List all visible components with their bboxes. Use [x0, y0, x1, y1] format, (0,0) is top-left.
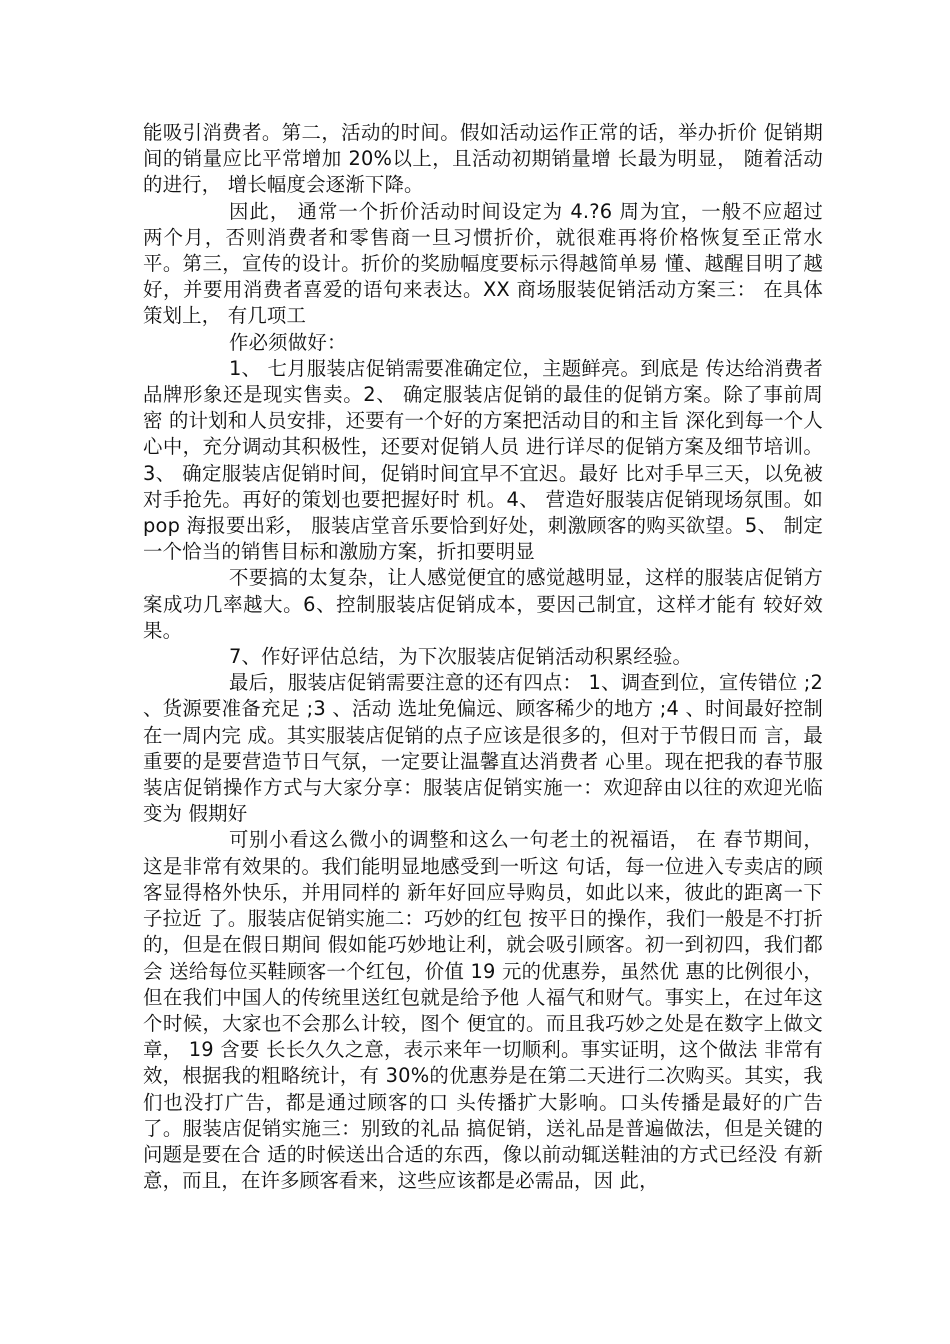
document-page [143, 120, 823, 1194]
paragraph-2: 因此， 通常一个折价活动时间设定为 4.?6 周为宜，一般不应超过 两个月，否则消费者和零售商一旦习惯折价，就很难再将价格恢复至正常水平。第三，宣传的设计。折价的奖励幅度要标示得越简单易 懂、越醒目明了越好，并要用消费者喜爱的语句来表达。XX 商场服装促销活动方案三： 在具体策划上， 有几项工 [143, 199, 823, 328]
paragraph-7: 最后，服装店促销需要注意的还有四点： 1、调查到位，宣传错位 ;2 、货源要准备充足 ;3 、活动 选址免偏远、顾客稀少的地方 ;4 、时间最好控制在一周内完 成。其实服装店促销的点子应该是很多的，但对于节假日而 言，最重要的是要营造节日气氛，一定要让温馨直达消费者 心里。现在把我的春节服装店促销操作方式与大家分享：服装店促销实施一：欢迎辞由以往的欢迎光临变为 假期好 [143, 671, 823, 826]
paragraph-6: 7、作好评估总结，为下次服装店促销活动积累经验。 [229, 645, 693, 669]
paragraph-4: 1、 七月服装店促销需要准确定位，主题鲜亮。到底是 传达给消费者品牌形象还是现实售卖。2、 确定服装店促销的最佳的促销方案。除了事前周密 的计划和人员安排，还要有一个好的方案把活动目的和主旨 深化到每一个人心中，充分调动其积极性，还要对促销人员 进行详尽的促销方案及细节培训。3、 确定服装店促销时间，促销时间宜早不宜迟。最好 比对手早三天，以免被对手抢先。再好的策划也要把握好时 机。4、 营造好服装店促销现场氛围。如 pop 海报要出彩， 服装店堂音乐要恰到好处，刺激顾客的购买欲望。5、 制定一个恰当的销售目标和激励方案，折扣要明显 [143, 356, 823, 564]
paragraph-8: 可别小看这么微小的调整和这么一句老土的祝福语， 在 春节期间，这是非常有效果的。我们能明显地感受到一听这 句话，每一位进入专卖店的顾客显得格外快乐，并用同样的 新年好回应导购员，如此以来，彼此的距离一下子拉近 了。服装店促销实施二：巧妙的红包 按平日的操作，我们一般是不打折的，但是在假日期间 假如能巧妙地让利，就会吸引顾客。初一到初四，我们都会 送给每位买鞋顾客一个红包，价值 19 元的优惠券，虽然优 惠的比例很小，但在我们中国人的传统里送红包就是给予他 人福气和财气。事实上，在过年这个时候，大家也不会那么计较，图个 便宜的。而且我巧妙之处是在数字上做文章， 19 含要 长长久久之意，表示来年一切顺利。事实证明，这个做法 非常有效，根据我的粗略统计，有 30%的优惠券是在第二天进行二次购买。其实，我们也没打广告，都是通过顾客的口 头传播扩大影响。口头传播是最好的广告了。服装店促销实施三：别致的礼品 搞促销，送礼品是普遍做法，但是关键的问题是要在合 适的时候送出合适的东西，像以前动辄送鞋油的方式已经没 有新意，而且，在许多顾客看来，这些应该都是必需品，因 此， [143, 828, 823, 1193]
paragraph-5: 不要搞的太复杂，让人感觉便宜的感觉越明显，这样的服装店促销方案成功几率越大。6、控制服装店促销成本，要因己制宜，这样才能有 较好效果。 [143, 566, 823, 642]
paragraph-3: 作必须做好： [229, 330, 347, 354]
paragraph-1: 能吸引消费者。第二，活动的时间。假如活动运作正常的话，举办折价 促销期间的销量应比平常增加 20%以上，且活动初期销量增 长最为明显， 随着活动的进行， 增长幅度会逐渐下降。 [143, 121, 823, 197]
